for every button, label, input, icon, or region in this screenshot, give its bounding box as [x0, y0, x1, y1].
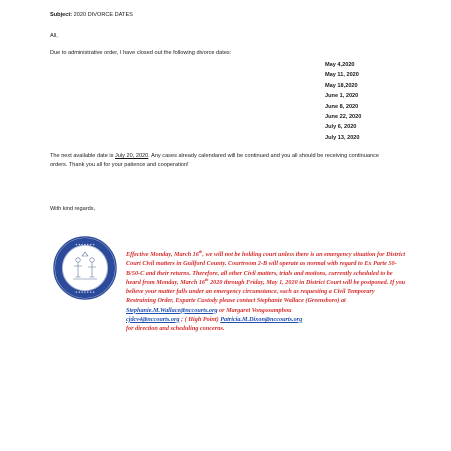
- email-link-patricia-dixon[interactable]: Patricia.M.Dixon@nccourts.org: [220, 315, 303, 323]
- notice-part: ; ( High Point): [179, 315, 221, 323]
- next-available-before: The next available date is: [50, 153, 115, 159]
- closed-date-item: May 11, 2020: [325, 72, 359, 79]
- subject-text: 2020 DIVORCE DATES: [73, 12, 133, 18]
- notice-part: for direction and scheduling concerns.: [126, 325, 225, 332]
- notice-part: or Margaret Vongsoumphou: [217, 306, 292, 314]
- closed-date-item: June 22, 2020: [325, 114, 362, 121]
- closing: With kind regards,: [50, 206, 96, 212]
- next-available-after: . Any cases already calendared will be continued and you all should be receiving continuance orders. Thank you all for your patience and cooperation!: [50, 153, 380, 169]
- intro-paragraph: Due to administrative order, I have closed out the following divorce dates:: [50, 50, 232, 56]
- closed-date-item: May 4,2020: [325, 62, 355, 68]
- closed-date-item: July 6, 2020: [325, 124, 357, 131]
- notice-part: , we will not be holding court unless there is an emergency situation for District Court Civil matters in Guilford County. Courtroom 2-B will operate as normal with regard to Ex Parte 50-B/50-C and their returns. Therefore, all other Civil matters, trials and motions, currently scheduled to be heard from Monday, March 16: [126, 251, 406, 286]
- court-notice: [126, 250, 406, 333]
- email-link-stephanie-wallace[interactable]: Stephanie.M.Wallace@nccourts.org: [126, 306, 218, 314]
- salutation: All,: [50, 33, 58, 39]
- notice-superscript: th: [198, 248, 203, 254]
- north-carolina-judicial-branch-seal-icon: [53, 236, 117, 300]
- closed-date-item: May 18,2020: [325, 82, 358, 89]
- subject-label: Subject:: [50, 12, 73, 18]
- closed-date-item: July 13, 2020: [325, 134, 360, 141]
- notice-superscript: th: [205, 276, 209, 282]
- email-link-cjdcv4[interactable]: cjdcv4@nccourts.org: [126, 315, 180, 323]
- svg-text:✦ ✦ ✦ ✦ ✦ ✦ ✦: ✦ ✦ ✦ ✦ ✦ ✦ ✦: [75, 243, 95, 247]
- closed-date-item: June 1, 2020: [325, 93, 359, 100]
- subject-line: [50, 12, 133, 18]
- next-available-paragraph: [50, 152, 395, 171]
- notice-part: Effective Monday, March 16: [126, 251, 199, 258]
- notice-part: 2020 through Friday, May 1, 2020 in District Court will be postponed. If you believe your matter falls under an emergency circumstance, such as requesting a Civil Temporary Restraining Order, Exparte Custody please contact Stephanie Wallace (Greensboro) at: [126, 278, 406, 305]
- closed-date-item: June 8, 2020: [325, 103, 359, 110]
- closed-dates-list: [325, 60, 361, 143]
- svg-text:✦ ✦ ✦ ✦ ✦ ✦ ✦: ✦ ✦ ✦ ✦ ✦ ✦ ✦: [75, 291, 95, 294]
- next-available-date: July 20, 2020: [115, 153, 149, 159]
